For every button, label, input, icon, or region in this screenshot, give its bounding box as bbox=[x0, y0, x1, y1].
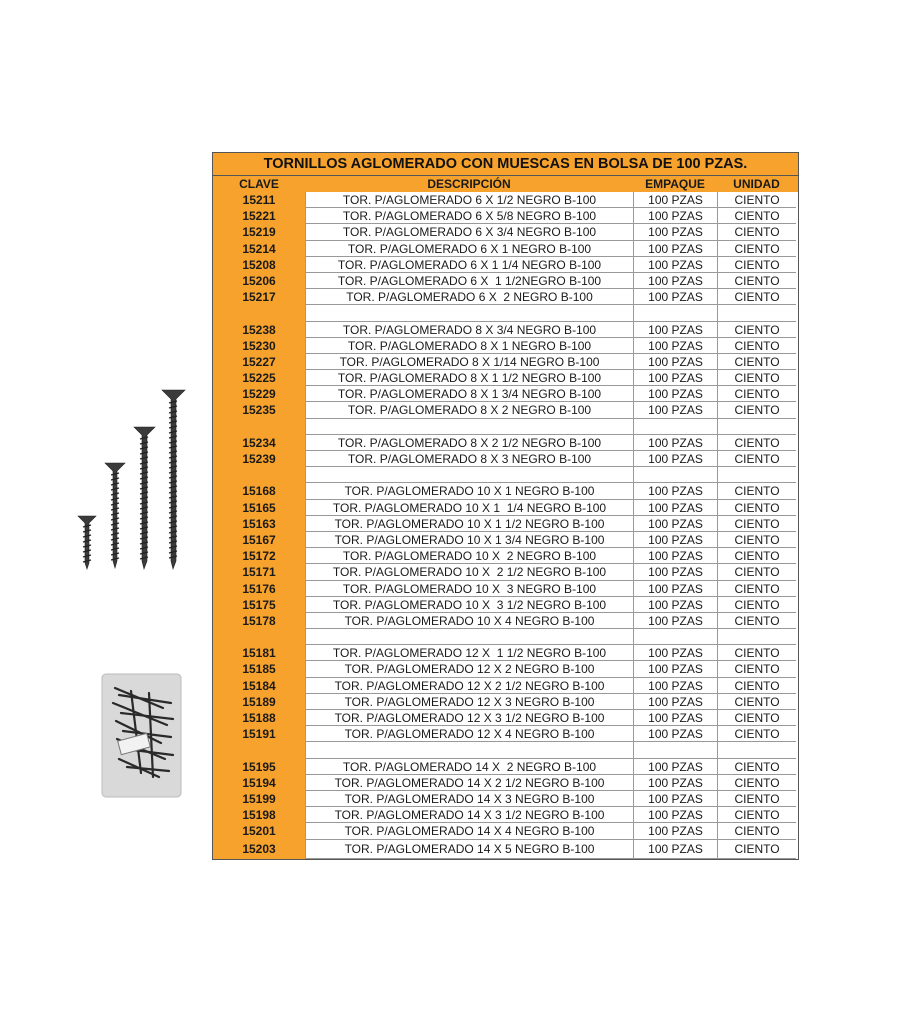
cell-descripcion: TOR. P/AGLOMERADO 8 X 3 NEGRO B-100 bbox=[305, 451, 633, 467]
cell-descripcion: TOR. P/AGLOMERADO 8 X 1 NEGRO B-100 bbox=[305, 338, 633, 354]
cell-clave: 15171 bbox=[213, 564, 305, 580]
cell-empaque: 100 PZAS bbox=[633, 289, 717, 305]
cell-clave: 15234 bbox=[213, 435, 305, 451]
cell-empaque bbox=[633, 467, 717, 483]
cell-empaque: 100 PZAS bbox=[633, 548, 717, 564]
cell-clave: 15175 bbox=[213, 597, 305, 613]
table-header-row bbox=[213, 176, 798, 192]
cell-clave: 15217 bbox=[213, 289, 305, 305]
cell-descripcion: TOR. P/AGLOMERADO 6 X 5/8 NEGRO B-100 bbox=[305, 208, 633, 224]
cell-unidad bbox=[717, 419, 796, 435]
cell-unidad bbox=[717, 467, 796, 483]
cell-descripcion: TOR. P/AGLOMERADO 8 X 1 3/4 NEGRO B-100 bbox=[305, 386, 633, 402]
cell-unidad: CIENTO bbox=[717, 661, 796, 677]
table-row bbox=[213, 645, 798, 661]
cell-unidad: CIENTO bbox=[717, 694, 796, 710]
cell-descripcion: TOR. P/AGLOMERADO 10 X 1 1/2 NEGRO B-100 bbox=[305, 516, 633, 532]
cell-unidad: CIENTO bbox=[717, 192, 796, 208]
cell-descripcion: TOR. P/AGLOMERADO 8 X 1 1/2 NEGRO B-100 bbox=[305, 370, 633, 386]
table-row bbox=[213, 224, 798, 240]
cell-unidad: CIENTO bbox=[717, 532, 796, 548]
cell-clave: 15203 bbox=[213, 840, 305, 859]
cell-clave bbox=[213, 467, 305, 483]
cell-empaque: 100 PZAS bbox=[633, 564, 717, 580]
table-row bbox=[213, 273, 798, 289]
header-descripcion: DESCRIPCIÓN bbox=[305, 176, 633, 192]
table-row bbox=[213, 370, 798, 386]
cell-unidad: CIENTO bbox=[717, 500, 796, 516]
cell-clave bbox=[213, 629, 305, 645]
table-row bbox=[213, 661, 798, 677]
table-row bbox=[213, 322, 798, 338]
cell-unidad bbox=[717, 742, 796, 758]
cell-clave: 15184 bbox=[213, 678, 305, 694]
table-row bbox=[213, 289, 798, 305]
cell-descripcion: TOR. P/AGLOMERADO 10 X 2 NEGRO B-100 bbox=[305, 548, 633, 564]
cell-clave: 15188 bbox=[213, 710, 305, 726]
cell-descripcion: TOR. P/AGLOMERADO 10 X 1 3/4 NEGRO B-100 bbox=[305, 532, 633, 548]
cell-unidad: CIENTO bbox=[717, 597, 796, 613]
table-row bbox=[213, 354, 798, 370]
table-row bbox=[213, 500, 798, 516]
table-row bbox=[213, 823, 798, 839]
cell-empaque: 100 PZAS bbox=[633, 224, 717, 240]
cell-empaque: 100 PZAS bbox=[633, 354, 717, 370]
cell-empaque bbox=[633, 742, 717, 758]
cell-clave: 15211 bbox=[213, 192, 305, 208]
table-row bbox=[213, 564, 798, 580]
cell-unidad: CIENTO bbox=[717, 645, 796, 661]
cell-descripcion bbox=[305, 742, 633, 758]
table-row bbox=[213, 742, 798, 758]
cell-clave: 15239 bbox=[213, 451, 305, 467]
cell-empaque: 100 PZAS bbox=[633, 273, 717, 289]
cell-descripcion: TOR. P/AGLOMERADO 8 X 3/4 NEGRO B-100 bbox=[305, 322, 633, 338]
cell-descripcion: TOR. P/AGLOMERADO 6 X 1/2 NEGRO B-100 bbox=[305, 192, 633, 208]
table-row bbox=[213, 305, 798, 321]
header-unidad: UNIDAD bbox=[717, 176, 796, 192]
cell-descripcion: TOR. P/AGLOMERADO 6 X 3/4 NEGRO B-100 bbox=[305, 224, 633, 240]
cell-clave bbox=[213, 419, 305, 435]
cell-descripcion: TOR. P/AGLOMERADO 8 X 2 1/2 NEGRO B-100 bbox=[305, 435, 633, 451]
cell-clave: 15194 bbox=[213, 775, 305, 791]
cell-unidad: CIENTO bbox=[717, 289, 796, 305]
table-row bbox=[213, 678, 798, 694]
cell-clave: 15225 bbox=[213, 370, 305, 386]
cell-descripcion: TOR. P/AGLOMERADO 14 X 2 NEGRO B-100 bbox=[305, 759, 633, 775]
cell-empaque: 100 PZAS bbox=[633, 370, 717, 386]
cell-descripcion bbox=[305, 419, 633, 435]
cell-clave: 15163 bbox=[213, 516, 305, 532]
cell-clave: 15199 bbox=[213, 791, 305, 807]
cell-empaque bbox=[633, 629, 717, 645]
cell-empaque: 100 PZAS bbox=[633, 759, 717, 775]
cell-empaque: 100 PZAS bbox=[633, 678, 717, 694]
cell-unidad: CIENTO bbox=[717, 548, 796, 564]
cell-unidad: CIENTO bbox=[717, 354, 796, 370]
table-row bbox=[213, 548, 798, 564]
table-row bbox=[213, 581, 798, 597]
cell-empaque: 100 PZAS bbox=[633, 532, 717, 548]
table-body bbox=[213, 192, 798, 859]
table-row bbox=[213, 192, 798, 208]
cell-unidad: CIENTO bbox=[717, 273, 796, 289]
table-row bbox=[213, 451, 798, 467]
cell-unidad: CIENTO bbox=[717, 402, 796, 418]
screws-image bbox=[70, 385, 195, 580]
table-row bbox=[213, 532, 798, 548]
cell-descripcion: TOR. P/AGLOMERADO 14 X 3 1/2 NEGRO B-100 bbox=[305, 807, 633, 823]
cell-descripcion: TOR. P/AGLOMERADO 14 X 4 NEGRO B-100 bbox=[305, 823, 633, 839]
cell-empaque: 100 PZAS bbox=[633, 241, 717, 257]
cell-descripcion: TOR. P/AGLOMERADO 6 X 1 NEGRO B-100 bbox=[305, 241, 633, 257]
table-row bbox=[213, 694, 798, 710]
table-row bbox=[213, 402, 798, 418]
cell-descripcion: TOR. P/AGLOMERADO 10 X 4 NEGRO B-100 bbox=[305, 613, 633, 629]
header-clave: CLAVE bbox=[213, 176, 305, 192]
cell-empaque: 100 PZAS bbox=[633, 435, 717, 451]
cell-descripcion: TOR. P/AGLOMERADO 12 X 1 1/2 NEGRO B-100 bbox=[305, 645, 633, 661]
cell-empaque bbox=[633, 305, 717, 321]
bag-image bbox=[101, 673, 182, 798]
cell-unidad: CIENTO bbox=[717, 581, 796, 597]
table-row bbox=[213, 775, 798, 791]
cell-empaque: 100 PZAS bbox=[633, 726, 717, 742]
table-row bbox=[213, 516, 798, 532]
table-row bbox=[213, 241, 798, 257]
cell-clave: 15219 bbox=[213, 224, 305, 240]
cell-clave: 15206 bbox=[213, 273, 305, 289]
cell-clave: 15229 bbox=[213, 386, 305, 402]
cell-unidad bbox=[717, 305, 796, 321]
cell-descripcion: TOR. P/AGLOMERADO 12 X 3 1/2 NEGRO B-100 bbox=[305, 710, 633, 726]
table-row bbox=[213, 807, 798, 823]
cell-descripcion bbox=[305, 629, 633, 645]
cell-empaque: 100 PZAS bbox=[633, 581, 717, 597]
cell-unidad: CIENTO bbox=[717, 775, 796, 791]
cell-clave: 15181 bbox=[213, 645, 305, 661]
table-row bbox=[213, 710, 798, 726]
cell-descripcion: TOR. P/AGLOMERADO 14 X 5 NEGRO B-100 bbox=[305, 840, 633, 859]
cell-unidad: CIENTO bbox=[717, 451, 796, 467]
cell-unidad: CIENTO bbox=[717, 370, 796, 386]
cell-clave: 15178 bbox=[213, 613, 305, 629]
cell-clave: 15195 bbox=[213, 759, 305, 775]
cell-descripcion: TOR. P/AGLOMERADO 6 X 2 NEGRO B-100 bbox=[305, 289, 633, 305]
cell-unidad: CIENTO bbox=[717, 807, 796, 823]
table-row bbox=[213, 791, 798, 807]
table-row bbox=[213, 726, 798, 742]
cell-unidad: CIENTO bbox=[717, 257, 796, 273]
cell-empaque: 100 PZAS bbox=[633, 661, 717, 677]
cell-empaque: 100 PZAS bbox=[633, 257, 717, 273]
table-row bbox=[213, 759, 798, 775]
cell-descripcion: TOR. P/AGLOMERADO 8 X 2 NEGRO B-100 bbox=[305, 402, 633, 418]
cell-unidad bbox=[717, 629, 796, 645]
cell-clave: 15238 bbox=[213, 322, 305, 338]
cell-descripcion: TOR. P/AGLOMERADO 6 X 1 1/2NEGRO B-100 bbox=[305, 273, 633, 289]
cell-empaque: 100 PZAS bbox=[633, 483, 717, 499]
cell-descripcion: TOR. P/AGLOMERADO 12 X 2 1/2 NEGRO B-100 bbox=[305, 678, 633, 694]
price-table bbox=[212, 152, 799, 860]
cell-descripcion bbox=[305, 467, 633, 483]
cell-unidad: CIENTO bbox=[717, 435, 796, 451]
cell-empaque: 100 PZAS bbox=[633, 710, 717, 726]
cell-empaque: 100 PZAS bbox=[633, 613, 717, 629]
cell-empaque: 100 PZAS bbox=[633, 597, 717, 613]
cell-unidad: CIENTO bbox=[717, 791, 796, 807]
cell-empaque: 100 PZAS bbox=[633, 322, 717, 338]
cell-clave: 15235 bbox=[213, 402, 305, 418]
table-row bbox=[213, 386, 798, 402]
cell-clave: 15208 bbox=[213, 257, 305, 273]
cell-descripcion: TOR. P/AGLOMERADO 8 X 1/14 NEGRO B-100 bbox=[305, 354, 633, 370]
cell-empaque: 100 PZAS bbox=[633, 451, 717, 467]
cell-empaque: 100 PZAS bbox=[633, 807, 717, 823]
cell-unidad: CIENTO bbox=[717, 322, 796, 338]
cell-empaque: 100 PZAS bbox=[633, 694, 717, 710]
cell-clave: 15172 bbox=[213, 548, 305, 564]
cell-clave bbox=[213, 305, 305, 321]
cell-empaque: 100 PZAS bbox=[633, 791, 717, 807]
cell-empaque: 100 PZAS bbox=[633, 823, 717, 839]
cell-clave: 15214 bbox=[213, 241, 305, 257]
header-empaque: EMPAQUE bbox=[633, 176, 717, 192]
cell-unidad: CIENTO bbox=[717, 840, 796, 859]
cell-clave: 15191 bbox=[213, 726, 305, 742]
cell-clave: 15168 bbox=[213, 483, 305, 499]
table-row bbox=[213, 483, 798, 499]
cell-unidad: CIENTO bbox=[717, 726, 796, 742]
cell-descripcion: TOR. P/AGLOMERADO 14 X 3 NEGRO B-100 bbox=[305, 791, 633, 807]
cell-unidad: CIENTO bbox=[717, 613, 796, 629]
cell-unidad: CIENTO bbox=[717, 241, 796, 257]
cell-unidad: CIENTO bbox=[717, 759, 796, 775]
cell-unidad: CIENTO bbox=[717, 483, 796, 499]
cell-descripcion: TOR. P/AGLOMERADO 10 X 3 1/2 NEGRO B-100 bbox=[305, 597, 633, 613]
table-row bbox=[213, 419, 798, 435]
cell-descripcion: TOR. P/AGLOMERADO 12 X 4 NEGRO B-100 bbox=[305, 726, 633, 742]
cell-descripcion: TOR. P/AGLOMERADO 10 X 1 NEGRO B-100 bbox=[305, 483, 633, 499]
table-row bbox=[213, 208, 798, 224]
cell-clave: 15176 bbox=[213, 581, 305, 597]
table-row bbox=[213, 613, 798, 629]
cell-unidad: CIENTO bbox=[717, 564, 796, 580]
table-row bbox=[213, 257, 798, 273]
cell-unidad: CIENTO bbox=[717, 338, 796, 354]
table-row bbox=[213, 467, 798, 483]
cell-clave bbox=[213, 742, 305, 758]
cell-descripcion: TOR. P/AGLOMERADO 14 X 2 1/2 NEGRO B-100 bbox=[305, 775, 633, 791]
cell-empaque: 100 PZAS bbox=[633, 386, 717, 402]
cell-empaque bbox=[633, 419, 717, 435]
cell-empaque: 100 PZAS bbox=[633, 775, 717, 791]
cell-clave: 15221 bbox=[213, 208, 305, 224]
cell-unidad: CIENTO bbox=[717, 208, 796, 224]
cell-empaque: 100 PZAS bbox=[633, 500, 717, 516]
cell-clave: 15227 bbox=[213, 354, 305, 370]
table-row bbox=[213, 597, 798, 613]
cell-unidad: CIENTO bbox=[717, 678, 796, 694]
cell-descripcion: TOR. P/AGLOMERADO 12 X 2 NEGRO B-100 bbox=[305, 661, 633, 677]
table-row bbox=[213, 629, 798, 645]
cell-clave: 15189 bbox=[213, 694, 305, 710]
cell-descripcion: TOR. P/AGLOMERADO 10 X 2 1/2 NEGRO B-100 bbox=[305, 564, 633, 580]
cell-descripcion: TOR. P/AGLOMERADO 10 X 1 1/4 NEGRO B-100 bbox=[305, 500, 633, 516]
cell-descripcion: TOR. P/AGLOMERADO 10 X 3 NEGRO B-100 bbox=[305, 581, 633, 597]
cell-empaque: 100 PZAS bbox=[633, 516, 717, 532]
cell-empaque: 100 PZAS bbox=[633, 402, 717, 418]
cell-unidad: CIENTO bbox=[717, 224, 796, 240]
cell-empaque: 100 PZAS bbox=[633, 338, 717, 354]
cell-clave: 15185 bbox=[213, 661, 305, 677]
cell-empaque: 100 PZAS bbox=[633, 840, 717, 859]
table-title: TORNILLOS AGLOMERADO CON MUESCAS EN BOLSA DE 100 PZAS. bbox=[213, 153, 798, 176]
cell-empaque: 100 PZAS bbox=[633, 192, 717, 208]
cell-clave: 15230 bbox=[213, 338, 305, 354]
cell-unidad: CIENTO bbox=[717, 386, 796, 402]
cell-unidad: CIENTO bbox=[717, 516, 796, 532]
cell-unidad: CIENTO bbox=[717, 823, 796, 839]
table-row bbox=[213, 840, 798, 859]
table-row bbox=[213, 338, 798, 354]
cell-descripcion bbox=[305, 305, 633, 321]
cell-empaque: 100 PZAS bbox=[633, 208, 717, 224]
cell-descripcion: TOR. P/AGLOMERADO 6 X 1 1/4 NEGRO B-100 bbox=[305, 257, 633, 273]
cell-clave: 15198 bbox=[213, 807, 305, 823]
cell-clave: 15167 bbox=[213, 532, 305, 548]
cell-empaque: 100 PZAS bbox=[633, 645, 717, 661]
table-row bbox=[213, 435, 798, 451]
cell-descripcion: TOR. P/AGLOMERADO 12 X 3 NEGRO B-100 bbox=[305, 694, 633, 710]
cell-unidad: CIENTO bbox=[717, 710, 796, 726]
cell-clave: 15201 bbox=[213, 823, 305, 839]
cell-clave: 15165 bbox=[213, 500, 305, 516]
